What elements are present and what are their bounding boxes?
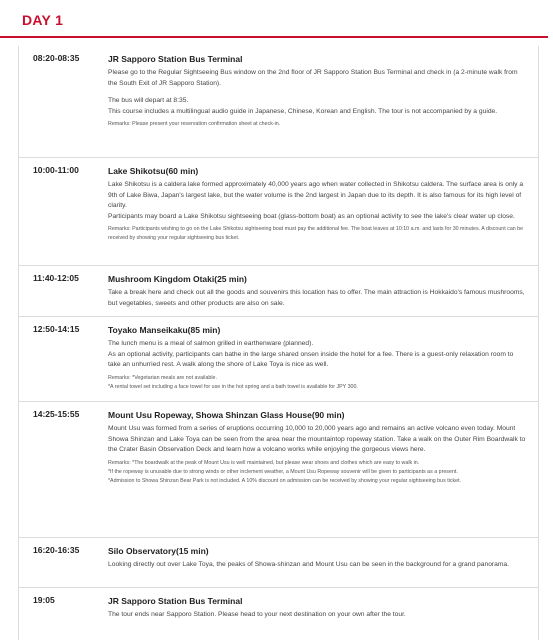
schedule-description: Take a break here and check out all the goods and souvenirs this location has to offer. The main attraction is Hokkaido's famous mushrooms, but vegetables, sweets and other products are also on sale. [108, 289, 525, 307]
schedule-title: Mount Usu Ropeway, Showa Shinzan Glass House(90 min) [108, 410, 345, 420]
schedule-remark: Remarks: Participants wishing to go on the Lake Shikotsu sightseeing boat must pay the additional fee. The boat leaves at 10:10 a.m. and lasts for 30 minutes. A discount can be received by showing your regular sightseeing bus ticket. [108, 226, 524, 241]
schedule-remark: *If the ropeway is unusable due to strong winds or other inclement weather, a Mount Usu Ropeway souvenir will be given to participants as a present. [108, 468, 458, 475]
schedule-remark: Remarks: Please present your reservation confirmation sheet at check-in. [108, 121, 281, 127]
schedule-time: 16:20-16:35 [33, 545, 80, 555]
schedule-row [19, 402, 538, 538]
schedule-description: The tour ends near Sapporo Station. Please head to your next destination on your own after the tour. [108, 611, 406, 618]
schedule-remark: Remarks: *Vegetarian meals are not available. [108, 374, 217, 381]
schedule-row [19, 266, 538, 317]
schedule-description: This course includes a multilingual audio guide in Japanese, Chinese, Korean and English. The tour is not accompanied by a guide. [108, 107, 498, 115]
schedule-remark: *A rental towel set including a face towel for use in the hot spring and a bath towel is available for JPY 300. [108, 383, 358, 390]
schedule-content [108, 53, 526, 129]
schedule-description: The bus will depart at 8:35. [108, 97, 189, 104]
schedule-description: As an optional activity, participants can bathe in the large shared onsen inside the hotel for a fee. There is a guest-only relaxation room to take an unhurried rest. A walk along the shore of Lake Toya is nice as well. [108, 350, 514, 368]
schedule-row [19, 158, 538, 266]
schedule-description: Looking directly out over Lake Toya, the peaks of Showa-shinzan and Mount Usu can be seen in the background for a grand panorama. [108, 561, 510, 568]
schedule-title: Silo Observatory(15 min) [108, 546, 209, 556]
schedule-content [108, 595, 526, 621]
day-header [0, 0, 553, 40]
schedule-description: Mount Usu was formed from a series of eruptions occurring 10,000 to 20,000 years ago and remains an active volcano even today. Mount Showa Shinzan and Lake Toya can be seen from the area near the mountaintop ropeway station. Take a walk on the Outer Rim Boardwalk to the Crater Basin Observation Deck and learn how a volcano works while enjoying the gorgeous views here. [108, 425, 526, 453]
schedule-description: Lake Shikotsu is a caldera lake formed approximately 40,000 years ago when water collected in Shikotsu caldera. The surface area is only a 9th of Lake Biwa, Japan's largest lake, but the water volume is the 2nd largest in Japan due to its depth. It is also famous for its high level of clarity. [108, 181, 524, 209]
schedule-time: 10:00-11:00 [33, 165, 79, 175]
schedule-title: Lake Shikotsu(60 min) [108, 166, 199, 176]
schedule-title: Mushroom Kingdom Otaki(25 min) [108, 274, 247, 284]
schedule-row [19, 538, 538, 588]
schedule-time: 19:05 [33, 595, 55, 605]
day-title: DAY 1 [22, 12, 64, 28]
schedule-content [108, 409, 526, 486]
schedule-content [108, 545, 526, 571]
schedule-remark: Remarks: *The boardwalk at the peak of Mount Usu is well maintained, but please wear shoes and clothes which are easy to walk in. [108, 459, 420, 466]
schedule-row [19, 46, 538, 158]
schedule-time: 08:20-08:35 [33, 53, 80, 63]
schedule-description: Participants may board a Lake Shikotsu sightseeing boat (glass-bottom boat) as an optional activity to see the lake's clear water up close. [108, 212, 515, 220]
schedule-time: 11:40-12:05 [33, 273, 79, 283]
schedule-content [108, 165, 526, 243]
schedule-row [19, 317, 538, 402]
schedule-content [108, 324, 526, 392]
day-divider [0, 36, 548, 38]
schedule-time: 14:25-15:55 [33, 409, 80, 419]
schedule-remark: *Admission to Showa Shinzan Bear Park is not included. A 10% discount on admission can be received by showing your regular sightseeing bus ticket. [108, 477, 462, 484]
schedule-title: Toyako Manseikaku(85 min) [108, 325, 221, 335]
schedule-content [108, 273, 526, 309]
schedule-description: The lunch menu is a meal of salmon grilled in earthenware (planned). [108, 340, 314, 347]
schedule-time: 12:50-14:15 [33, 324, 80, 334]
schedule-title: JR Sapporo Station Bus Terminal [108, 54, 243, 64]
schedule-title: JR Sapporo Station Bus Terminal [108, 596, 243, 606]
schedule-row [19, 588, 538, 640]
schedule-description: Please go to the Regular Sightseeing Bus window on the 2nd floor of JR Sapporo Station Bus Terminal and check in (a 2-minute walk from the South Exit of JR Sapporo Station). [108, 69, 518, 87]
